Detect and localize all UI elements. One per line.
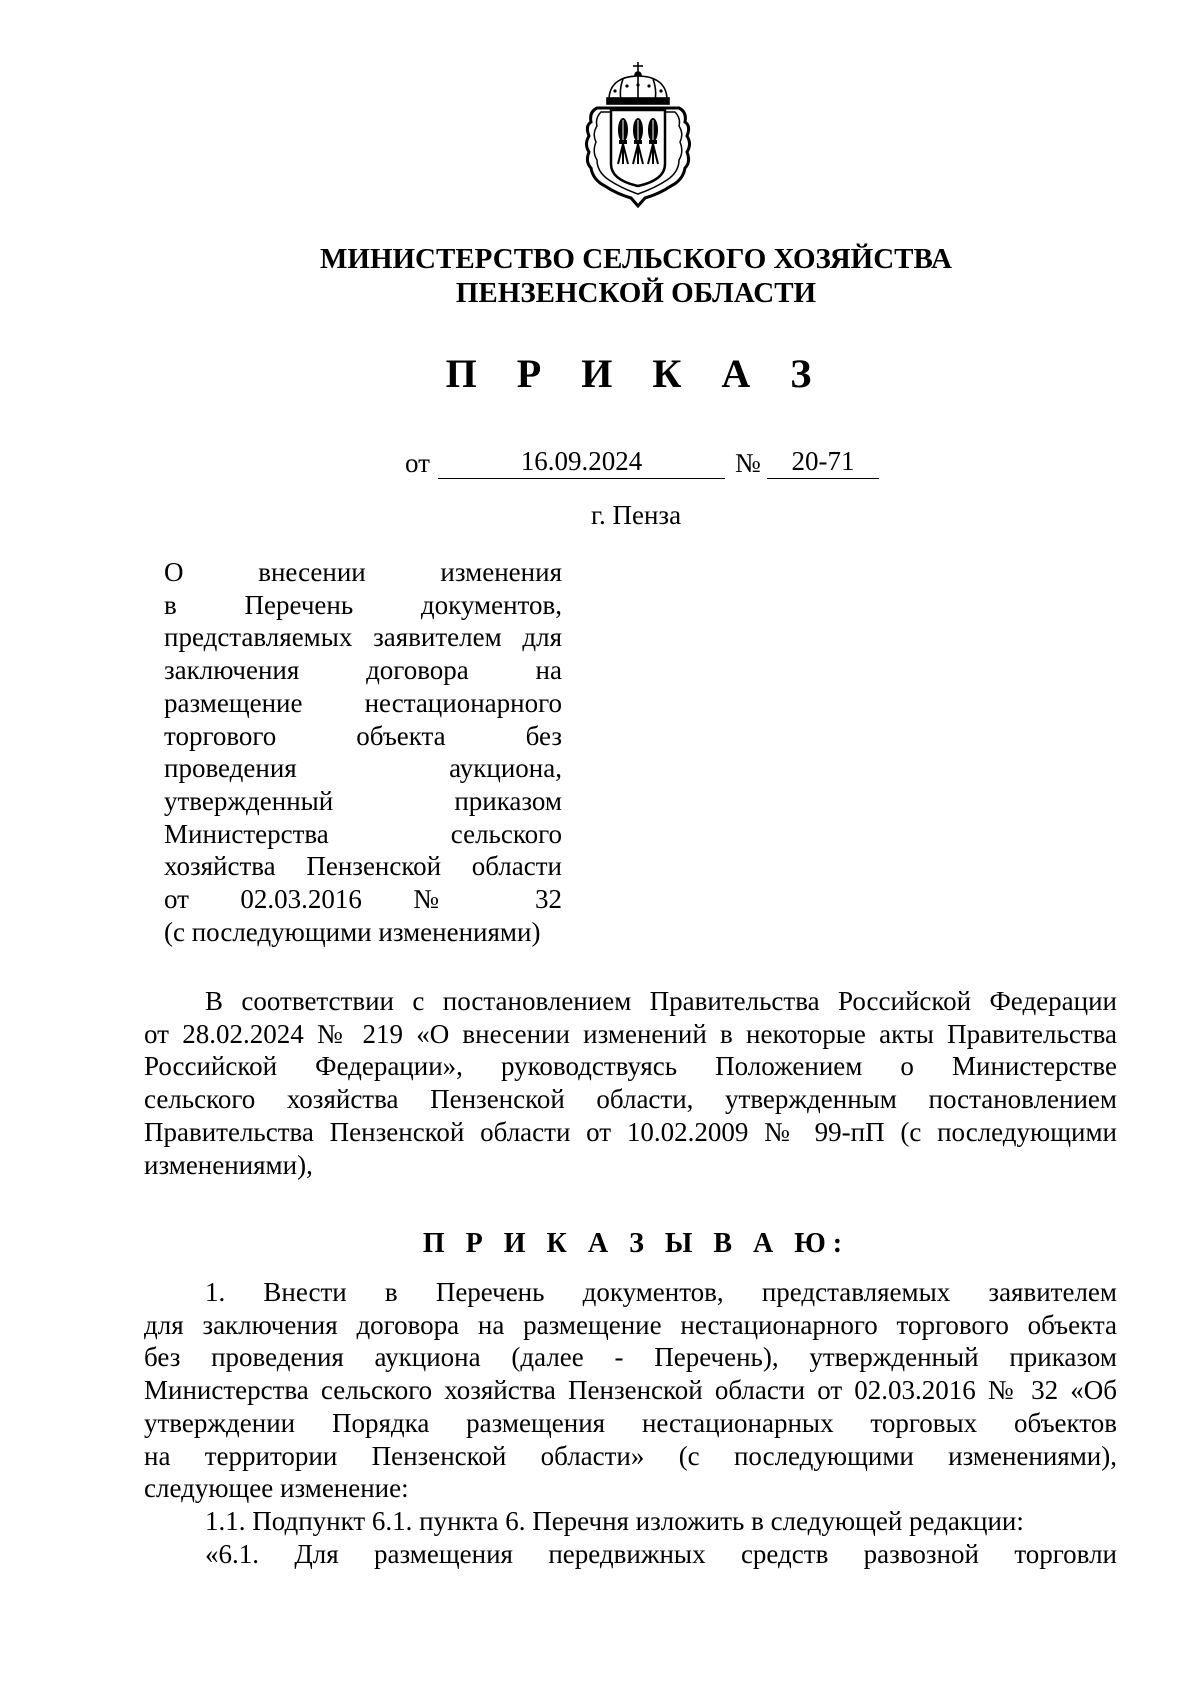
number-label: №: [735, 448, 761, 478]
item-1-line: 1. Внести в Перечень документов, представляемых заявителем: [205, 1277, 1117, 1307]
subject-line: хозяйства Пензенской области: [164, 851, 562, 882]
preamble-line: Российской Федерации», руководствуясь Положением о Министерстве: [144, 1051, 1117, 1082]
subject-line: утвержденный приказом: [164, 785, 562, 816]
subject-line: торгового объекта без: [164, 720, 562, 751]
subject-line: представляемых заявителем для: [164, 622, 562, 653]
order-number: 20-71: [767, 444, 879, 479]
city-name: г. Пенза: [590, 500, 682, 530]
item-1-line: без проведения аукциона (далее - Перечень), утвержденный приказом: [144, 1342, 1117, 1373]
item-1-line: на территории Пензенской области» (с последующими изменениями),: [144, 1440, 1117, 1471]
preamble-line: изменениями),: [144, 1149, 313, 1180]
preamble-line: от 28.02.2024 № 219 «О внесении изменений в некоторые акты Правительства: [144, 1018, 1117, 1049]
item-1-line: следующее изменение:: [144, 1473, 409, 1504]
item-1-line: утверждении Порядка размещения нестационарных торговых объектов: [144, 1407, 1117, 1438]
ministry-name: [0, 242, 1200, 310]
order-subject: [164, 556, 562, 948]
subject-line: размещение нестационарного: [164, 687, 562, 718]
item-1-line: для заключения договора на размещение нестационарного торгового объекта: [144, 1309, 1117, 1340]
order-date-number-line: [405, 444, 905, 480]
subject-line: (с последующими изменениями): [164, 916, 541, 947]
quote-line: «6.1. Для размещения передвижных средств развозной торговли: [205, 1538, 1117, 1569]
order-date: 16.09.2024: [438, 444, 725, 479]
subject-line: О внесении изменения: [164, 557, 562, 587]
preamble-paragraph: [144, 985, 1117, 1181]
preamble-line: сельского хозяйства Пензенской области, утвержденным постановлением: [144, 1084, 1117, 1115]
item-1-line: Министерства сельского хозяйства Пензенской области от 02.03.2016 № 32 «Об: [144, 1375, 1117, 1406]
preamble-line: Правительства Пензенской области от 10.02.2009 № 99-пП (с последующими: [144, 1116, 1117, 1147]
subject-line: от 02.03.2016 № 32: [164, 884, 562, 915]
subject-line: в Перечень документов,: [164, 589, 562, 620]
decree-heading: П Р И К А З Ы В А Ю:: [422, 1228, 850, 1259]
subject-line: проведения аукциона,: [164, 753, 562, 784]
item-1-paragraph: [144, 1276, 1117, 1570]
subject-line: заключения договора на: [164, 655, 562, 686]
coat-of-arms-icon: [583, 60, 693, 212]
document-type-title: П Р И К А З: [445, 351, 827, 396]
ministry-line-1: МИНИСТЕРСТВО СЕЛЬСКОГО ХОЗЯЙСТВА: [320, 243, 952, 275]
item-1-1-line: 1.1. Подпункт 6.1. пункта 6. Перечня изложить в следующей редакции:: [205, 1505, 1024, 1536]
from-label: от: [405, 448, 430, 478]
ministry-line-2: ПЕНЗЕНСКОЙ ОБЛАСТИ: [455, 277, 817, 309]
preamble-line: В соответствии с постановлением Правительства Российской Федерации: [205, 986, 1117, 1016]
subject-line: Министерства сельского: [164, 818, 562, 849]
